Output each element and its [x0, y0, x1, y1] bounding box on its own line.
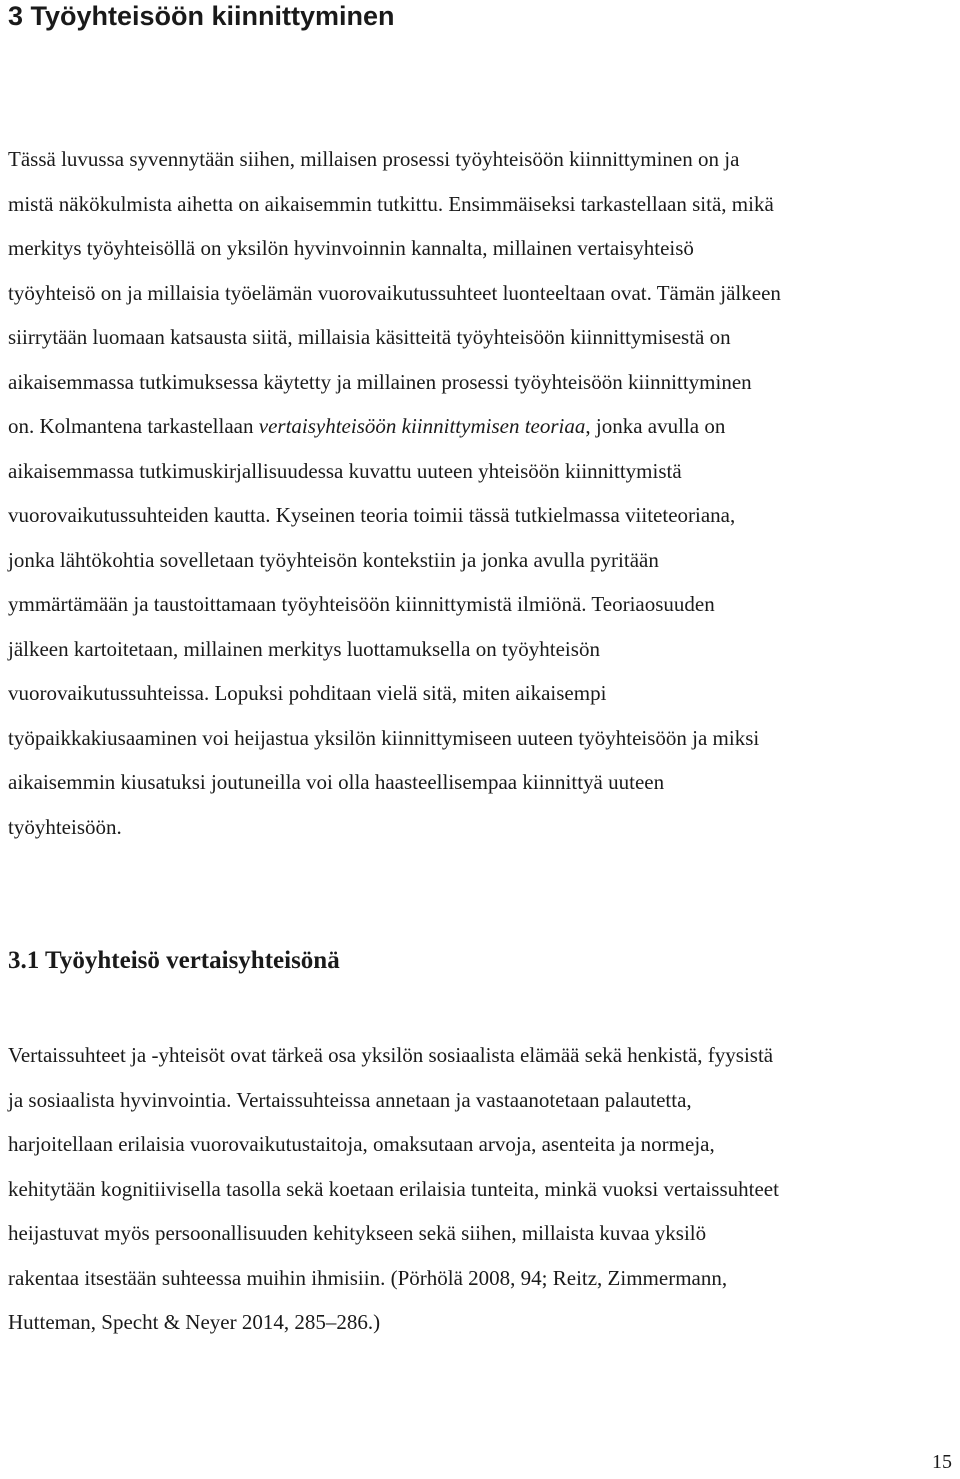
paragraph-line: työyhteisöön.	[8, 814, 122, 839]
paragraph-line: kehitytään kognitiivisella tasolla sekä koetaan erilaisia tunteita, minkä vuoksi vertaissuhteet	[8, 1176, 779, 1201]
paragraph-line: työpaikkakiusaaminen voi heijastua yksilön kiinnittymiseen uuteen työyhteisöön ja miksi	[8, 725, 760, 750]
paragraph-line: Tässä luvussa syvennytään siihen, millaisen prosessi työyhteisöön kiinnittyminen on ja	[8, 147, 740, 171]
paragraph-line: vuorovaikutussuhteiden kautta. Kyseinen teoria toimii tässä tutkielmassa viiteteoriana,	[8, 503, 736, 527]
paragraph-line: vuorovaikutussuhteissa. Lopuksi pohditaan vielä sitä, miten aikaisempi	[8, 681, 607, 705]
line-text: on. Kolmantena tarkastellaan	[8, 414, 259, 438]
paragraph-line: työyhteisö on ja millaisia työelämän vuorovaikutussuhteet luonteeltaan ovat. Tämän jälkeen	[8, 280, 781, 305]
paragraph-line: aikaisemmin kiusatuksi joutuneilla voi olla haasteellisempaa kiinnittyä uuteen	[8, 770, 665, 794]
paragraph-line: Hutteman, Specht & Neyer 2014, 285–286.)	[8, 1310, 381, 1334]
paragraph-line: jälkeen kartoitetaan, millainen merkitys luottamuksella on työyhteisön	[8, 636, 600, 661]
intro-paragraph	[8, 137, 960, 849]
paragraph-line: harjoitellaan erilaisia vuorovaikutustaitoja, omaksutaan arvoja, asenteita ja normeja,	[8, 1132, 715, 1156]
paragraph-line: rakentaa itsestään suhteessa muihin ihmisiin. (Pörhölä 2008, 94; Reitz, Zimmermann,	[8, 1265, 728, 1290]
section-paragraph	[8, 1033, 960, 1345]
paragraph-line: merkitys työyhteisöllä on yksilön hyvinvoinnin kannalta, millainen vertaisyhteisö	[8, 236, 694, 260]
paragraph-line: aikaisemmassa tutkimuskirjallisuudessa kuvattu uuteen yhteisöön kiinnittymistä	[8, 458, 682, 483]
page-number: 15	[932, 1451, 952, 1473]
paragraph-line: mistä näkökulmista aihetta on aikaisemmin tutkittu. Ensimmäiseksi tarkastellaan sitä, mikä	[8, 191, 774, 216]
chapter-heading: 3 Työyhteisöön kiinnittyminen	[8, 1, 395, 31]
line-text: , jonka avulla on	[585, 414, 726, 438]
paragraph-line: Vertaissuhteet ja -yhteisöt ovat tärkeä osa yksilön sosiaalista elämää sekä henkistä, fyysistä	[8, 1043, 774, 1067]
paragraph-line: ymmärtämään ja taustoittamaan työyhteisöön kiinnittymistä ilmiönä. Teoriaosuuden	[8, 592, 715, 616]
paragraph-line: jonka lähtökohtia sovelletaan työyhteisön kontekstiin ja jonka avulla pyritään	[8, 547, 659, 572]
paragraph-line: ja sosiaalista hyvinvointia. Vertaissuhteissa annetaan ja vastaanotetaan palautetta,	[8, 1087, 692, 1112]
paragraph-line: aikaisemmassa tutkimuksessa käytetty ja millainen prosessi työyhteisöön kiinnittyminen	[8, 369, 752, 394]
paragraph-line: heijastuvat myös persoonallisuuden kehitykseen sekä siihen, millaista kuvaa yksilö	[8, 1221, 707, 1245]
section-heading: 3.1 Työyhteisö vertaisyhteisönä	[8, 947, 340, 974]
paragraph-line: siirrytään luomaan katsausta siitä, millaisia käsitteitä työyhteisöön kiinnittymisestä on	[8, 325, 731, 349]
paragraph-line	[8, 404, 960, 449]
italic-term: vertaisyhteisöön kiinnittymisen teoriaa	[258, 414, 586, 438]
